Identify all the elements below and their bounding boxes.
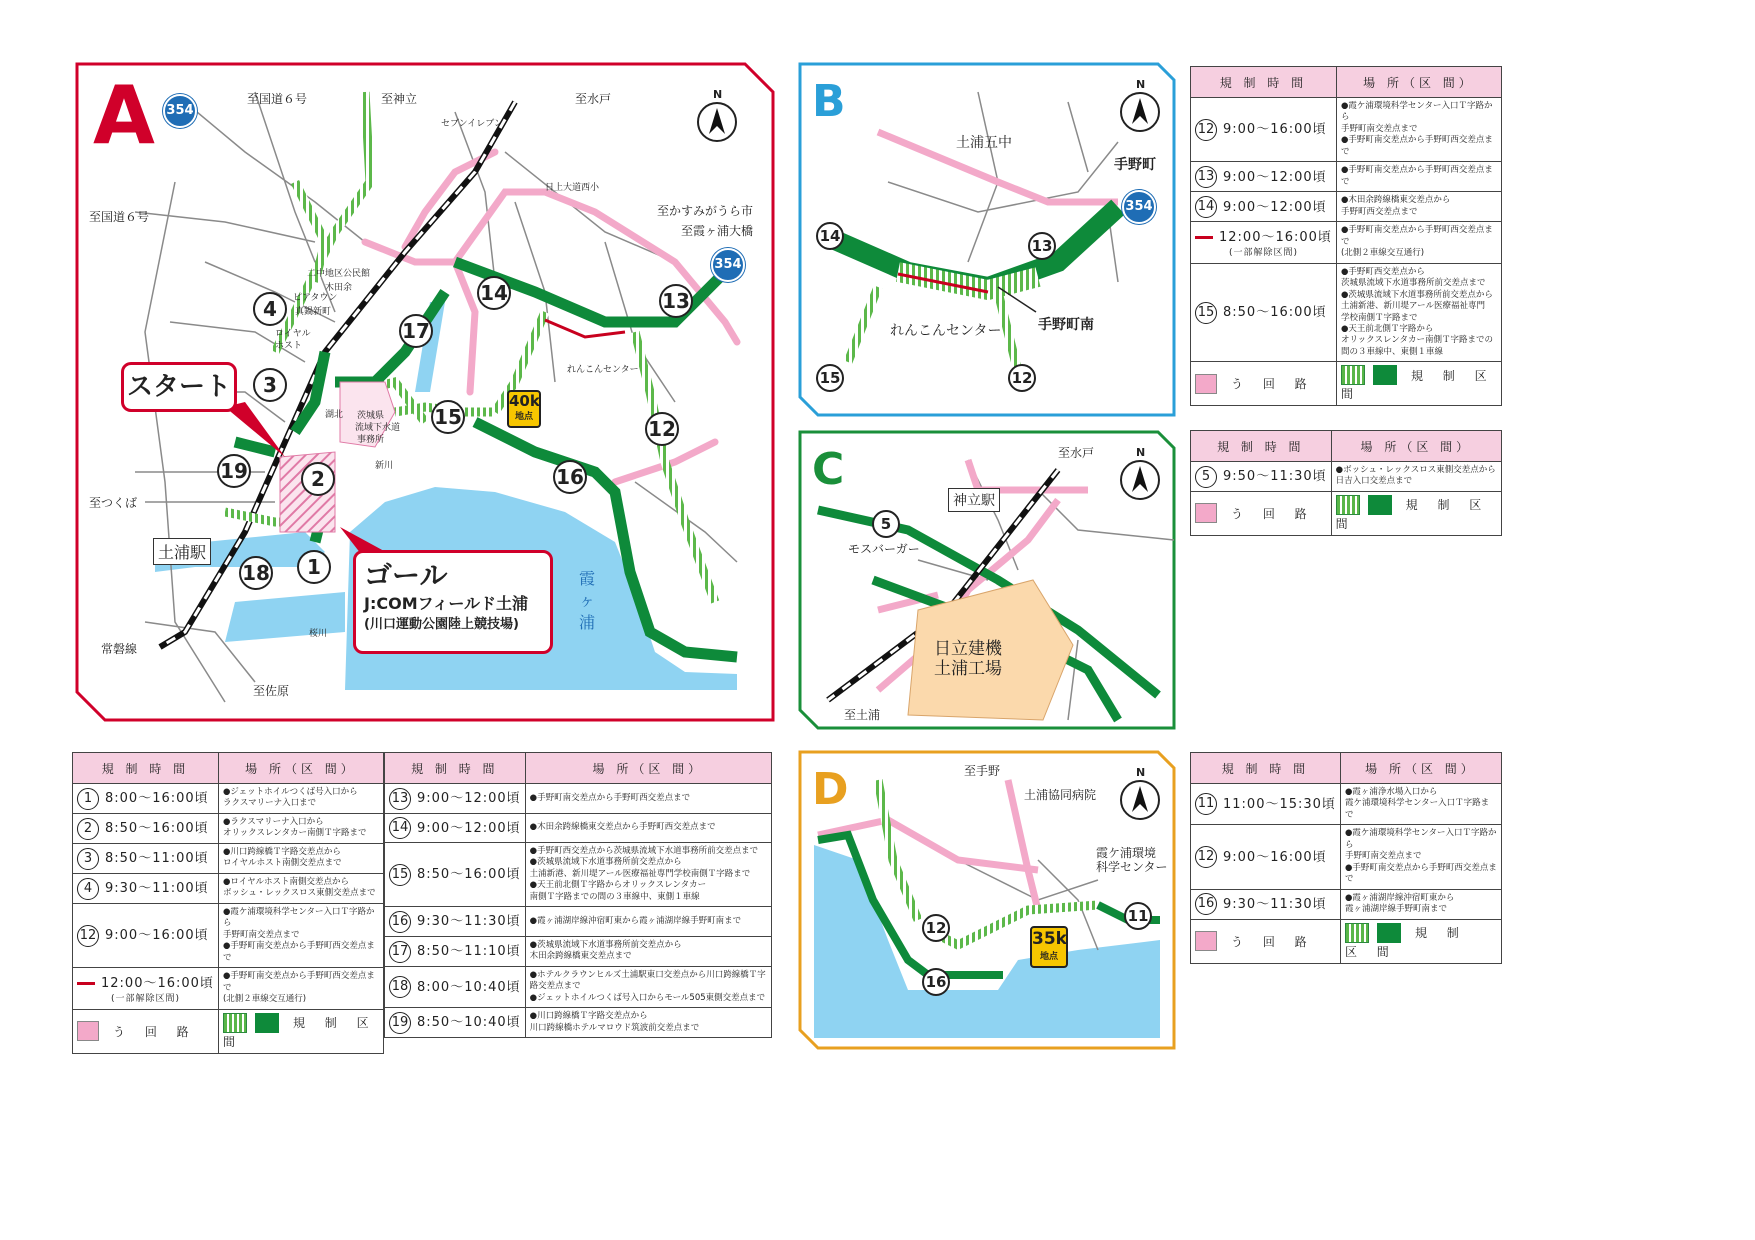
map-label: 湖北 bbox=[325, 410, 344, 420]
km-sub: 地点 bbox=[514, 412, 533, 422]
legend-detour bbox=[1191, 919, 1341, 963]
restriction-place-line: ロイヤルホスト南側交差点まで bbox=[222, 858, 342, 869]
restriction-place-line: ●霞ケ浦環境科学センター入口Ｔ字路から bbox=[1344, 828, 1497, 850]
legend-detour bbox=[73, 1009, 219, 1053]
station-label: 土浦駅 bbox=[153, 538, 211, 565]
restriction-place-line: 土浦新港、新川堤アール医療福祉専門学校南側Ｔ字路まで bbox=[529, 868, 751, 879]
restriction-place-line: ●手野町南交差点から手野町西交差点まで bbox=[1340, 225, 1493, 247]
map-label: 茨城県 bbox=[357, 411, 385, 421]
restriction-time-cell bbox=[73, 843, 219, 873]
restriction-place-line: 日吉入口交差点まで bbox=[1335, 476, 1413, 487]
station-label: 神立駅 bbox=[948, 488, 1000, 512]
panel-d-letter: D bbox=[812, 764, 849, 815]
map-label: 手野町南 bbox=[1038, 317, 1094, 333]
map-d-drawing bbox=[798, 750, 1176, 1050]
restriction-table-main-left bbox=[72, 752, 384, 1054]
restriction-place-line: ●天王前北側Ｔ字路から bbox=[1340, 323, 1434, 334]
legend-detour bbox=[1191, 491, 1332, 535]
restriction-place-line: ●霞ケ浦環境科学センター入口Ｔ字路から bbox=[1340, 101, 1493, 123]
restriction-place-line: ●ロイヤルホスト南側交差点から bbox=[222, 876, 350, 887]
table-row bbox=[1191, 263, 1502, 362]
restriction-time: 8:50～16:00頃 bbox=[417, 867, 521, 883]
map-panel-a bbox=[75, 62, 775, 722]
table-row bbox=[1191, 192, 1502, 222]
map-label: ピアタウン bbox=[293, 293, 338, 303]
map-c-drawing bbox=[798, 430, 1176, 730]
route-number: 19 bbox=[389, 1012, 411, 1034]
map-label: モスバーガー bbox=[848, 542, 920, 556]
restriction-time-cell bbox=[385, 784, 526, 814]
table-row bbox=[385, 1008, 772, 1038]
factory-label: 土浦工場 bbox=[934, 659, 1002, 679]
legend-detour-text: う 回 路 bbox=[1231, 377, 1315, 392]
route-marker-12: 12 bbox=[645, 412, 679, 446]
restriction-place-line: (北側２車線交互通行) bbox=[222, 994, 307, 1005]
restriction-place-cell bbox=[1336, 192, 1501, 222]
header-place: 場 所（区 間） bbox=[525, 753, 771, 784]
restriction-place-line: ボッシュ・レックスロス東側交差点まで bbox=[222, 888, 376, 899]
table-row bbox=[385, 843, 772, 907]
route-marker-4: 4 bbox=[253, 292, 287, 326]
route-number: 15 bbox=[389, 864, 411, 886]
restriction-time-cell bbox=[1191, 192, 1337, 222]
restricted-solid-swatch bbox=[1373, 365, 1397, 385]
restriction-place-line: ●茨城県流域下水道事務所前交差点から bbox=[529, 939, 682, 950]
route-marker-13: 13 bbox=[659, 284, 693, 318]
north-arrow-icon bbox=[1120, 460, 1160, 500]
header-time: 規 制 時 間 bbox=[1191, 753, 1341, 784]
restriction-time: 9:00～12:00頃 bbox=[417, 791, 521, 806]
map-label: 至国道６号 bbox=[247, 92, 308, 106]
restriction-place-line: ●ジェットホイルつくば号入口からモール505東側交差点まで bbox=[529, 992, 766, 1003]
restriction-place-cell bbox=[1340, 889, 1501, 919]
route-number: 4 bbox=[77, 878, 99, 900]
route-marker-19: 19 bbox=[217, 454, 251, 488]
north-arrow-icon bbox=[1120, 780, 1160, 820]
map-label: ロイヤル bbox=[275, 329, 311, 339]
restriction-time: 8:50～16:00頃 bbox=[105, 821, 209, 837]
north-label: N bbox=[1136, 766, 1146, 779]
restriction-place-line: 茨城県流域下水道事務所前交差点まで bbox=[1340, 278, 1486, 289]
restriction-place-line: ●手野町南交差点から手野町西交差点まで bbox=[1340, 165, 1493, 187]
restriction-place-line: ●手野町南交差点から手野町西交差点まで bbox=[1344, 862, 1497, 885]
map-label: 至佐原 bbox=[253, 684, 290, 698]
map-label: 霞ケ浦環境 bbox=[1096, 846, 1157, 860]
restriction-place-line: 間の３車線中、東側１車線 bbox=[1340, 346, 1443, 357]
table-row bbox=[1191, 462, 1502, 492]
route-marker-1: 1 bbox=[297, 550, 331, 584]
restriction-place-cell bbox=[1340, 825, 1501, 889]
restriction-time: 9:00～16:00頃 bbox=[105, 928, 209, 944]
table-row bbox=[385, 813, 772, 843]
restriction-time-note: (一部解除区間) bbox=[110, 994, 180, 1005]
route-354-shield: 354 bbox=[711, 248, 745, 282]
restriction-place-line: ●ジェットホイルつくば号入口から bbox=[222, 787, 358, 797]
route-number: 16 bbox=[1195, 893, 1217, 915]
restriction-place-cell bbox=[218, 873, 383, 903]
route-marker-15: 15 bbox=[816, 364, 844, 392]
route-number: 15 bbox=[1195, 302, 1217, 324]
restriction-place-line: 手野町西交差点まで bbox=[1340, 206, 1418, 217]
map-label: れんこんセンター bbox=[890, 323, 1002, 339]
route-number: 12 bbox=[1195, 119, 1217, 141]
map-label: 科学センター bbox=[1096, 860, 1168, 874]
route-marker-15: 15 bbox=[431, 400, 465, 434]
restriction-time-cell bbox=[385, 907, 526, 937]
restriction-time: 8:50～16:00頃 bbox=[1223, 305, 1327, 321]
restriction-place-line: ●木田余跨線橋東交差点から手野町西交差点まで bbox=[529, 822, 716, 833]
legend-restricted bbox=[1336, 362, 1501, 406]
restriction-time-cell bbox=[1191, 98, 1337, 162]
map-label: 真鍋新町 bbox=[295, 307, 332, 317]
legend-restricted bbox=[1340, 919, 1501, 963]
route-marker-3: 3 bbox=[253, 368, 287, 402]
restriction-place-cell bbox=[525, 907, 771, 937]
restriction-place-line: ●川口跨線橋Ｔ字路交差点から bbox=[529, 1011, 648, 1022]
route-number: 18 bbox=[389, 976, 411, 998]
restriction-time-cell bbox=[1191, 825, 1341, 889]
route-marker-11: 11 bbox=[1124, 902, 1152, 930]
route-marker-12: 12 bbox=[1008, 364, 1036, 392]
restriction-place-line: 霞ケ浦環境科学センター入口Ｔ字路まで bbox=[1344, 798, 1490, 820]
map-label: 木田余 bbox=[325, 283, 353, 293]
table-row bbox=[1191, 222, 1502, 263]
restriction-place-cell bbox=[525, 843, 771, 907]
route-number: 12 bbox=[1195, 846, 1217, 868]
restriction-time: 9:00～12:00頃 bbox=[417, 820, 521, 836]
legend-detour-text: う 回 路 bbox=[1231, 934, 1315, 949]
restriction-time-cell bbox=[73, 968, 219, 1009]
km-sub: 地点 bbox=[1039, 952, 1058, 962]
restriction-place-line: ●霞ヶ浦浄水場入口から bbox=[1344, 787, 1438, 797]
restriction-place-cell bbox=[1336, 263, 1501, 362]
map-label: 新川 bbox=[375, 461, 394, 471]
route-number: 17 bbox=[389, 941, 411, 963]
table-row bbox=[385, 936, 772, 966]
restriction-place-cell bbox=[218, 784, 383, 814]
goal-title: ゴール bbox=[364, 559, 448, 592]
restriction-place-line: 土浦新港、新川堤アール医療福祉専門 bbox=[1340, 301, 1486, 312]
restriction-place-cell bbox=[525, 1008, 771, 1038]
restriction-place-line: ●霞ケ浦環境科学センター入口Ｔ字路から bbox=[222, 906, 375, 929]
table-row bbox=[1191, 889, 1502, 919]
restriction-place-line: 手野町南交差点まで bbox=[1344, 851, 1422, 862]
route-number: 14 bbox=[389, 817, 411, 839]
route-marker-17: 17 bbox=[399, 314, 433, 348]
table-row bbox=[385, 966, 772, 1007]
map-panel-c bbox=[798, 430, 1176, 730]
restriction-table-b bbox=[1190, 66, 1502, 406]
header-time: 規 制 時 間 bbox=[1191, 431, 1332, 462]
restriction-time-cell bbox=[385, 936, 526, 966]
restriction-time-cell bbox=[385, 966, 526, 1007]
restriction-place-line: 手野町南交差点まで bbox=[222, 929, 300, 940]
restriction-place-line: オリックスレンタカー南側Ｔ字路まで bbox=[222, 828, 367, 839]
restriction-place-line: ●木田余跨線橋東交差点から bbox=[1340, 195, 1451, 206]
map-label: 至国道６号 bbox=[89, 210, 150, 224]
header-place: 場 所（区 間） bbox=[1336, 67, 1501, 98]
route-354-shield: 354 bbox=[163, 94, 197, 128]
table-row bbox=[385, 784, 772, 814]
legend-restricted-text: 規 制 区 間 bbox=[222, 1016, 377, 1049]
restriction-place-line: ●手野町南交差点から手野町西交差点まで bbox=[1340, 135, 1493, 157]
restriction-place-line: 学校南側Ｔ字路まで bbox=[1340, 312, 1418, 323]
header-place: 場 所（区 間） bbox=[218, 753, 383, 784]
restriction-time: 9:00～16:00頃 bbox=[1223, 122, 1327, 138]
restriction-place-line: ●ホテルクラウンヒルズ土浦駅東口交差点から川口跨線橋Ｔ字路交差点まで bbox=[529, 969, 766, 992]
partial-release-line-icon bbox=[77, 982, 95, 985]
restriction-place-line: 川口跨線橋ホテルマロウド筑波前交差点まで bbox=[529, 1022, 700, 1033]
restriction-time: 9:30～11:30頃 bbox=[417, 914, 521, 930]
map-label: 流域下水道 bbox=[355, 423, 401, 433]
route-number: 1 bbox=[77, 788, 99, 810]
restriction-place-cell bbox=[218, 843, 383, 873]
restriction-time-cell bbox=[1191, 462, 1332, 492]
map-label: 至かすみがうら市 bbox=[657, 204, 754, 218]
restricted-solid-swatch bbox=[255, 1013, 279, 1033]
route-number: 13 bbox=[389, 788, 411, 810]
restriction-place-cell bbox=[218, 968, 383, 1009]
table-row bbox=[1191, 98, 1502, 162]
detour-swatch bbox=[1195, 931, 1217, 951]
map-panel-b bbox=[798, 62, 1176, 417]
header-place: 場 所（区 間） bbox=[1340, 753, 1501, 784]
restriction-place-line: ●手野町南交差点から手野町西交差点まで bbox=[222, 971, 375, 993]
north-arrow-icon bbox=[697, 102, 737, 142]
north-label: N bbox=[1136, 78, 1146, 91]
restriction-place-line: 手野町南交差点まで bbox=[1340, 123, 1418, 134]
restriction-time-cell bbox=[73, 813, 219, 843]
header-time: 規 制 時 間 bbox=[1191, 67, 1337, 98]
restriction-table-main-right bbox=[384, 752, 772, 1038]
restriction-time-cell bbox=[385, 1008, 526, 1038]
restricted-hatch-swatch bbox=[1336, 495, 1360, 515]
restricted-solid-swatch bbox=[1377, 923, 1401, 943]
restriction-place-cell bbox=[525, 936, 771, 966]
table-row bbox=[73, 903, 384, 967]
restriction-time-cell bbox=[385, 843, 526, 907]
goal-venue: J:COMフィールド土浦 bbox=[364, 594, 529, 613]
km-post-35 bbox=[1030, 926, 1068, 968]
restricted-solid-swatch bbox=[1368, 495, 1392, 515]
goal-sub: (川口運動公園陸上競技場) bbox=[364, 617, 519, 632]
route-number: 2 bbox=[77, 818, 99, 840]
restriction-place-cell bbox=[525, 966, 771, 1007]
route-marker-2: 2 bbox=[301, 462, 335, 496]
restriction-time-cell bbox=[1191, 222, 1337, 263]
restriction-place-line: オリックスレンタカー南側Ｔ字路までの bbox=[1340, 335, 1493, 346]
table-row bbox=[73, 843, 384, 873]
map-label: 事務所 bbox=[357, 435, 385, 445]
panel-c-letter: C bbox=[812, 444, 845, 495]
map-label: 桜川 bbox=[309, 629, 328, 639]
route-number: 12 bbox=[77, 925, 99, 947]
restricted-hatch-swatch bbox=[1345, 923, 1369, 943]
map-label: 至土浦 bbox=[844, 708, 881, 722]
restriction-place-cell bbox=[1340, 784, 1501, 825]
restriction-time-cell bbox=[385, 813, 526, 843]
restriction-place-line: ●手野町南交差点から手野町西交差点まで bbox=[222, 941, 375, 963]
restriction-time-cell bbox=[1191, 889, 1341, 919]
route-number: 11 bbox=[1195, 793, 1217, 815]
map-panel-d bbox=[798, 750, 1176, 1050]
restriction-time-cell bbox=[73, 873, 219, 903]
restriction-time: 8:50～11:10頃 bbox=[417, 944, 521, 960]
restriction-place-line: ●手野町南交差点から手野町西交差点まで bbox=[529, 792, 691, 803]
km-value: 35k bbox=[1032, 929, 1067, 949]
route-marker-16: 16 bbox=[922, 968, 950, 996]
map-label: 日上大道西小 bbox=[545, 183, 600, 193]
panel-b-letter: B bbox=[812, 76, 846, 127]
map-label: 至水戸 bbox=[575, 92, 612, 106]
header-place: 場 所（区 間） bbox=[1331, 431, 1501, 462]
restriction-place-line: 南側Ｔ字路までの間の３車線中、東側１車線 bbox=[529, 891, 700, 902]
map-label: ホスト bbox=[275, 341, 303, 351]
legend-detour bbox=[1191, 362, 1337, 406]
partial-release-line-icon bbox=[1195, 236, 1213, 239]
restriction-place-cell bbox=[1331, 462, 1501, 492]
table-row bbox=[1191, 784, 1502, 825]
table-row bbox=[1191, 162, 1502, 192]
restriction-place-line: 霞ヶ浦湖岸線手野町南まで bbox=[1344, 904, 1447, 915]
legend-restricted bbox=[1331, 491, 1501, 535]
restriction-time-cell bbox=[1191, 162, 1337, 192]
restriction-time: 8:00～16:00頃 bbox=[105, 791, 209, 807]
restriction-time: 8:50～11:00頃 bbox=[105, 851, 209, 867]
north-arrow-icon bbox=[1120, 92, 1160, 132]
legend-restricted bbox=[218, 1009, 383, 1053]
restriction-place-cell bbox=[1336, 162, 1501, 192]
north-label: N bbox=[1136, 446, 1146, 459]
legend-restricted-text: 規 制 区 間 bbox=[1340, 368, 1495, 402]
restriction-place-cell bbox=[525, 784, 771, 814]
km-value: 40k bbox=[509, 392, 540, 410]
restriction-time: 9:30～11:30頃 bbox=[1223, 896, 1327, 912]
route-number: 3 bbox=[77, 848, 99, 870]
restriction-time: 9:00～12:00頃 bbox=[1223, 169, 1327, 185]
map-label: 至手野 bbox=[964, 764, 1001, 778]
factory-label: 日立建機 bbox=[934, 639, 1002, 659]
restriction-place-line: ●ラクスマリーナ入口から bbox=[222, 816, 324, 827]
map-label: 二中地区公民館 bbox=[307, 269, 371, 279]
km-post-40 bbox=[507, 390, 541, 428]
route-number: 5 bbox=[1195, 466, 1217, 488]
detour-swatch bbox=[77, 1021, 99, 1041]
lake-label: 霞ヶ浦 bbox=[579, 569, 596, 632]
header-time: 規 制 時 間 bbox=[73, 753, 219, 784]
restriction-time: 9:00～12:00頃 bbox=[1223, 199, 1327, 215]
route-marker-13: 13 bbox=[1028, 232, 1056, 260]
map-label: れんこんセンター bbox=[567, 365, 639, 375]
restriction-place-cell bbox=[218, 903, 383, 967]
restriction-time: 12:00～16:00頃 bbox=[1219, 230, 1332, 246]
panel-a-letter: A bbox=[93, 69, 155, 162]
restriction-place-line: ●茨城県流域下水道事務所前交差点から bbox=[1340, 289, 1493, 300]
map-label: 常磐線 bbox=[101, 642, 138, 656]
map-label: 至水戸 bbox=[1058, 446, 1095, 460]
restriction-place-line: ラクスマリーナ入口まで bbox=[222, 798, 317, 809]
restriction-time: 9:00～16:00頃 bbox=[1223, 849, 1327, 865]
restriction-place-line: 木田余跨線橋東交差点まで bbox=[529, 951, 632, 962]
restriction-time-cell bbox=[1191, 263, 1337, 362]
restriction-time-cell bbox=[1191, 784, 1341, 825]
detour-swatch bbox=[1195, 503, 1217, 523]
restriction-time-note: (一部解除区間) bbox=[1228, 248, 1298, 259]
restriction-place-cell bbox=[525, 813, 771, 843]
restriction-time-cell bbox=[73, 784, 219, 814]
route-marker-14: 14 bbox=[816, 222, 844, 250]
route-marker-14: 14 bbox=[477, 276, 511, 310]
legend-detour-text: う 回 路 bbox=[113, 1024, 197, 1039]
restriction-place-cell bbox=[1336, 222, 1501, 263]
restriction-place-line: ●川口跨線橋Ｔ字路交差点から bbox=[222, 846, 341, 857]
restricted-hatch-swatch bbox=[223, 1013, 247, 1033]
map-label: 至神立 bbox=[381, 92, 418, 106]
legend-detour-text: う 回 路 bbox=[1231, 506, 1315, 521]
restriction-time: 8:50～10:40頃 bbox=[417, 1015, 521, 1031]
table-row bbox=[73, 813, 384, 843]
route-marker-12: 12 bbox=[922, 914, 950, 942]
restriction-time-cell bbox=[73, 903, 219, 967]
route-354-shield: 354 bbox=[1122, 190, 1156, 224]
table-row bbox=[73, 784, 384, 814]
restriction-place-cell bbox=[218, 813, 383, 843]
route-marker-18: 18 bbox=[239, 556, 273, 590]
restriction-time: 9:30～11:00頃 bbox=[105, 881, 209, 897]
route-number: 14 bbox=[1195, 196, 1217, 218]
restriction-table-d bbox=[1190, 752, 1502, 964]
legend-restricted-text: 規 制 区 間 bbox=[1344, 926, 1467, 959]
table-row bbox=[73, 873, 384, 903]
table-row bbox=[73, 968, 384, 1009]
table-row bbox=[385, 907, 772, 937]
start-callout: スタート bbox=[121, 362, 237, 412]
map-label: 土浦協同病院 bbox=[1024, 788, 1097, 802]
restriction-time: 9:50～11:30頃 bbox=[1223, 469, 1327, 485]
table-row bbox=[1191, 825, 1502, 889]
north-label: N bbox=[713, 88, 723, 101]
route-marker-5: 5 bbox=[872, 510, 900, 538]
map-label: 手野町 bbox=[1114, 157, 1156, 173]
restriction-time: 8:00～10:40頃 bbox=[417, 979, 521, 995]
map-label: セブンイレブン bbox=[441, 119, 503, 129]
restriction-place-line: ●手野町西交差点から bbox=[1340, 266, 1425, 277]
legend-restricted-text: 規 制 区 間 bbox=[1335, 498, 1490, 531]
detour-swatch bbox=[1195, 374, 1217, 394]
restriction-place-line: ●茨城県流域下水道事務所前交差点から bbox=[529, 857, 682, 868]
restriction-place-line: ●ボッシュ・レックスロス東側交差点から bbox=[1335, 465, 1496, 475]
route-number: 16 bbox=[389, 911, 411, 933]
restriction-place-line: ●手野町西交差点から茨城県流域下水道事務所前交差点まで bbox=[529, 846, 759, 856]
map-label: 至霞ヶ浦大橋 bbox=[681, 224, 754, 238]
map-label: 土浦五中 bbox=[956, 135, 1012, 151]
route-number: 13 bbox=[1195, 166, 1217, 188]
restriction-table-c bbox=[1190, 430, 1502, 536]
route-marker-16: 16 bbox=[553, 460, 587, 494]
map-label: 至つくば bbox=[89, 496, 138, 510]
restriction-time: 11:00～15:30頃 bbox=[1223, 796, 1336, 812]
restriction-place-cell bbox=[1336, 98, 1501, 162]
header-time: 規 制 時 間 bbox=[385, 753, 526, 784]
restriction-place-line: ●霞ヶ浦湖岸線沖宿町東から bbox=[1344, 892, 1455, 903]
restriction-place-line: (北側２車線交互通行) bbox=[1340, 248, 1425, 259]
restriction-time: 12:00～16:00頃 bbox=[101, 976, 214, 992]
restriction-place-line: ●天王前北側Ｔ字路からオリックスレンタカー bbox=[529, 880, 707, 891]
restriction-place-line: ●霞ヶ浦湖岸線沖宿町東から霞ヶ浦湖岸線手野町南まで bbox=[529, 915, 742, 926]
goal-callout bbox=[353, 550, 553, 654]
restricted-hatch-swatch bbox=[1341, 365, 1365, 385]
